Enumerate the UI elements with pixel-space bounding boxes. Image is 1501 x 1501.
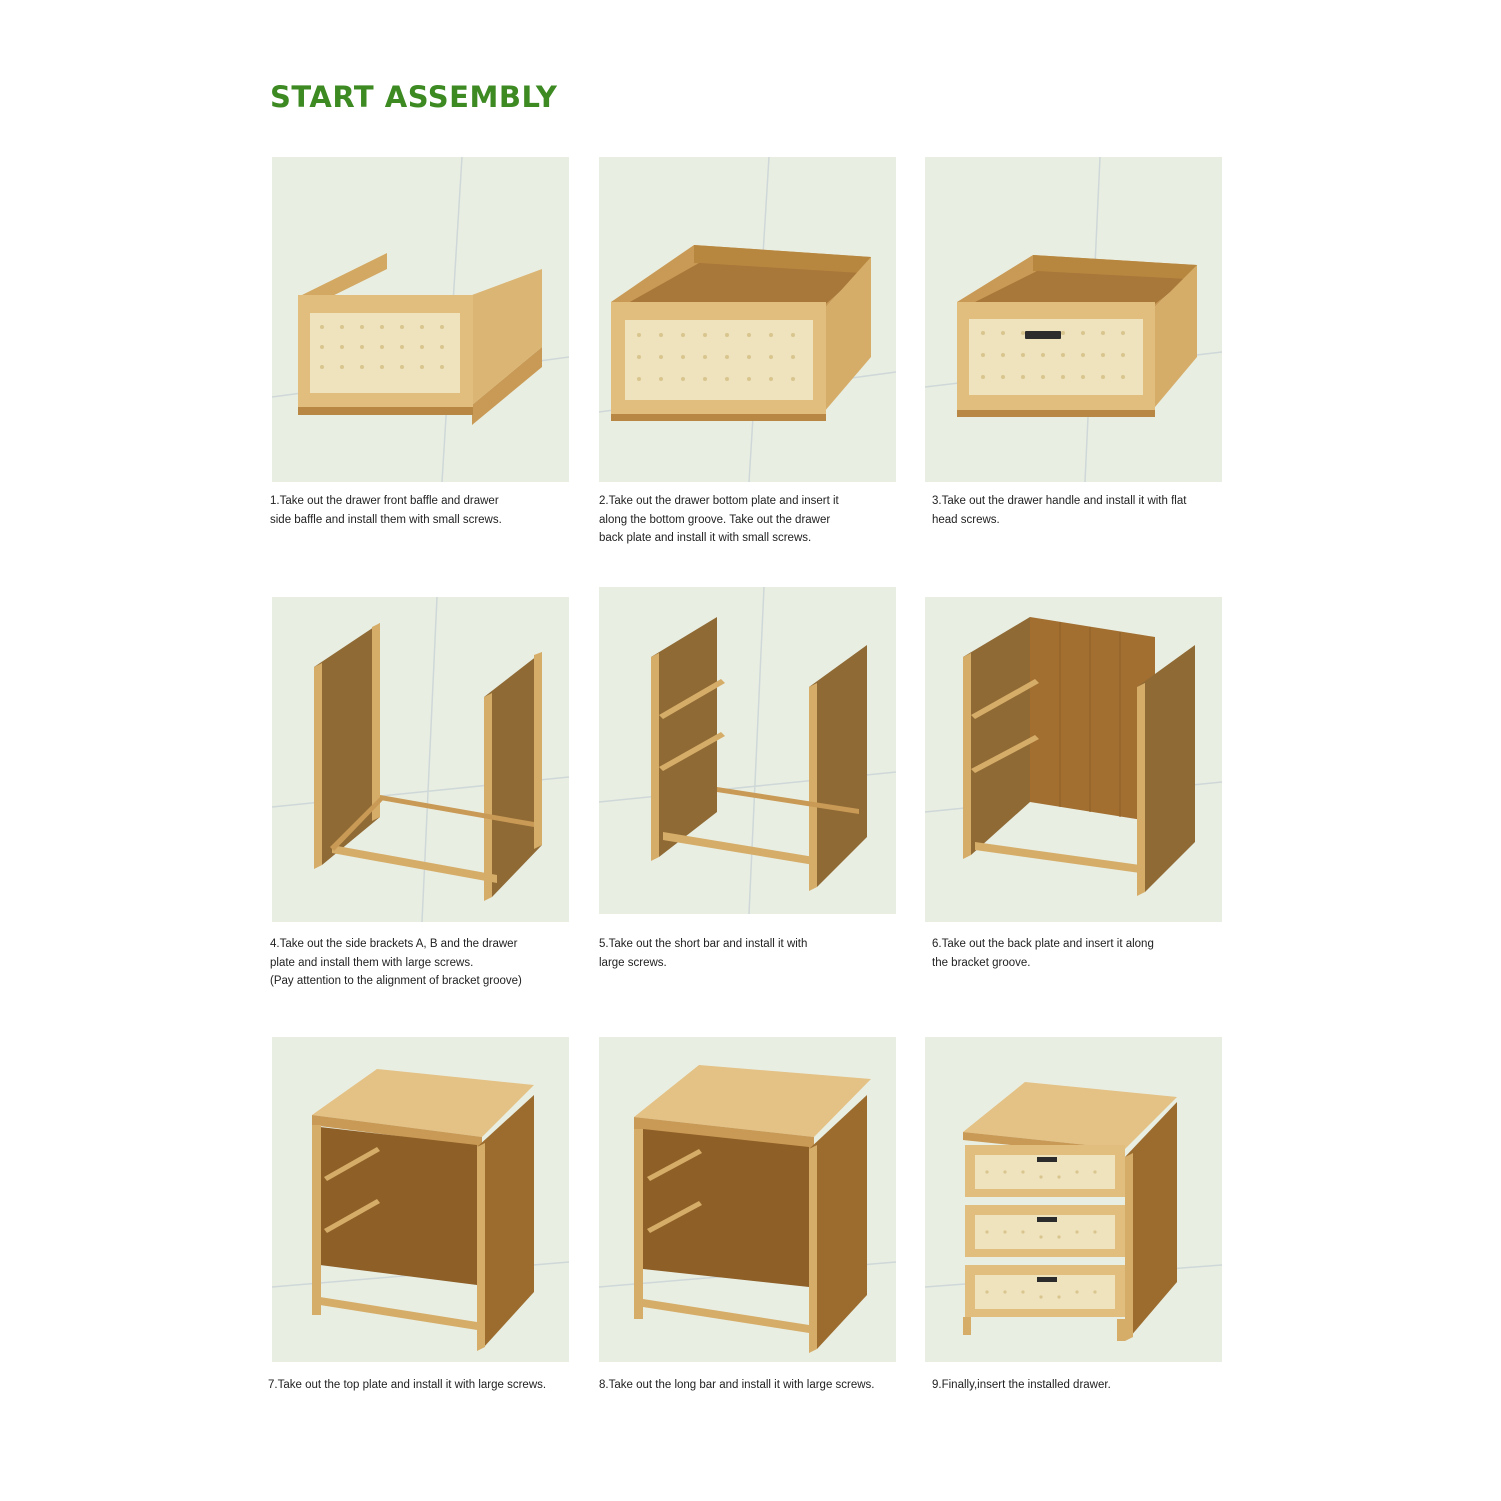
step-4-photo bbox=[272, 597, 569, 922]
page-title: START ASSEMBLY bbox=[270, 80, 558, 114]
step-6-photo bbox=[925, 597, 1222, 922]
step-7-caption: 7.Take out the top plate and install it with large screws. bbox=[268, 1379, 547, 1391]
step-5-caption: 5.Take out the short bar and install it with large screws. bbox=[599, 938, 808, 969]
step-3-photo bbox=[925, 157, 1222, 482]
step-4-caption: 4.Take out the side brackets A, B and the drawer plate and install them with large screws. (Pay attention to the alignment of bracket groove) bbox=[270, 938, 522, 987]
step-1-caption: 1.Take out the drawer front baffle and drawer side baffle and install them with small screws. bbox=[270, 495, 502, 526]
step-7-photo bbox=[272, 1037, 569, 1362]
step-5-photo bbox=[599, 587, 896, 914]
step-3-caption: 3.Take out the drawer handle and install it with flat head screws. bbox=[932, 495, 1187, 526]
step-2-photo bbox=[599, 157, 896, 482]
step-8-photo bbox=[599, 1037, 896, 1362]
step-2-caption: 2.Take out the drawer bottom plate and insert it along the bottom groove. Take out the drawer back plate and install it with small screws. bbox=[599, 495, 839, 544]
step-8-caption: 8.Take out the long bar and install it with large screws. bbox=[599, 1379, 875, 1391]
step-1-photo bbox=[272, 157, 569, 482]
step-6-caption: 6.Take out the back plate and insert it along the bracket groove. bbox=[932, 938, 1154, 969]
step-9-caption: 9.Finally,insert the installed drawer. bbox=[932, 1379, 1111, 1391]
step-9-photo bbox=[925, 1037, 1222, 1362]
